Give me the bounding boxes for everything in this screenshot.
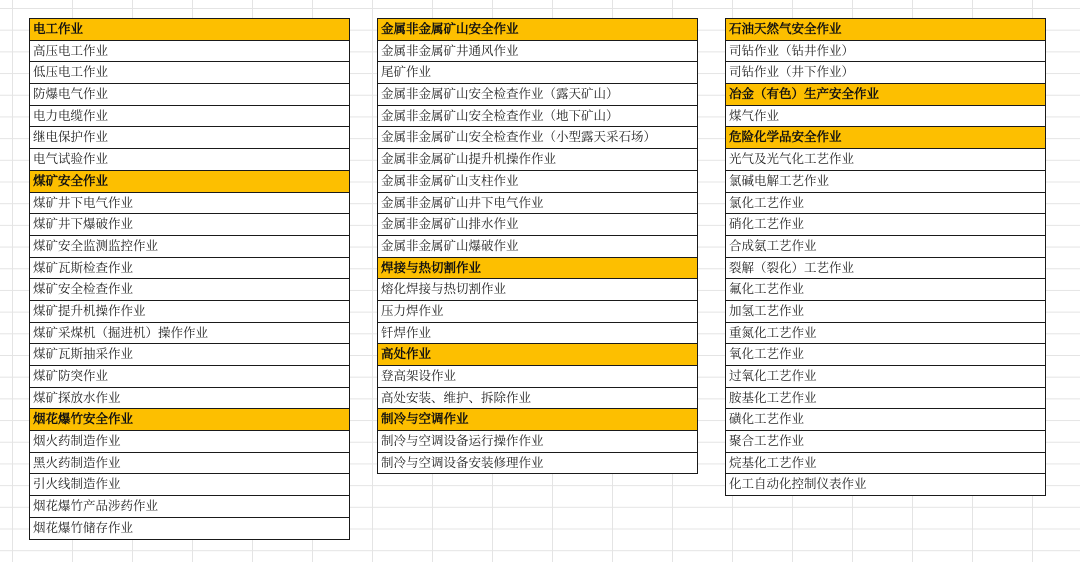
item-cell[interactable]: 烷基化工艺作业 xyxy=(726,453,1045,475)
category-table-right xyxy=(725,18,1046,496)
item-cell[interactable]: 煤气作业 xyxy=(726,106,1045,128)
item-cell[interactable]: 氟化工艺作业 xyxy=(726,279,1045,301)
item-cell[interactable]: 金属非金属矿山安全检查作业（地下矿山） xyxy=(378,106,697,128)
item-cell[interactable]: 防爆电气作业 xyxy=(30,84,349,106)
item-cell[interactable]: 制冷与空调设备运行操作作业 xyxy=(378,431,697,453)
item-cell[interactable]: 高压电工作业 xyxy=(30,41,349,63)
item-cell[interactable]: 煤矿采煤机（掘进机）操作作业 xyxy=(30,323,349,345)
category-header-cell[interactable]: 制冷与空调作业 xyxy=(378,409,697,431)
item-cell[interactable]: 金属非金属矿山提升机操作作业 xyxy=(378,149,697,171)
category-header-cell[interactable]: 高处作业 xyxy=(378,344,697,366)
category-table-middle xyxy=(377,18,698,474)
item-cell[interactable]: 引火线制造作业 xyxy=(30,474,349,496)
item-cell[interactable]: 烟花爆竹储存作业 xyxy=(33,519,134,535)
category-header-cell[interactable]: 危险化学品安全作业 xyxy=(726,127,1045,149)
item-cell[interactable]: 司钻作业（钻井作业） xyxy=(726,41,1045,63)
item-cell[interactable]: 金属非金属矿山爆破作业 xyxy=(378,236,697,258)
item-cell[interactable]: 煤矿防突作业 xyxy=(30,366,349,388)
category-header-cell[interactable]: 煤矿安全作业 xyxy=(30,171,349,193)
item-cell[interactable]: 煤矿安全监测监控作业 xyxy=(30,236,349,258)
item-cell[interactable]: 煤矿瓦斯抽采作业 xyxy=(30,344,349,366)
item-cell[interactable]: 司钻作业（井下作业） xyxy=(726,62,1045,84)
item-cell[interactable]: 金属非金属矿山安全检查作业（小型露天采石场） xyxy=(378,127,697,149)
item-cell[interactable]: 继电保护作业 xyxy=(30,127,349,149)
item-cell[interactable]: 化工自动化控制仪表作业 xyxy=(729,476,867,492)
item-cell[interactable]: 重氮化工艺作业 xyxy=(726,323,1045,345)
item-cell[interactable]: 煤矿瓦斯检查作业 xyxy=(30,258,349,280)
item-cell[interactable]: 煤矿提升机操作作业 xyxy=(30,301,349,323)
category-header-cell[interactable]: 焊接与热切割作业 xyxy=(378,258,697,280)
item-cell[interactable]: 胺基化工艺作业 xyxy=(726,388,1045,410)
item-cell[interactable]: 加氢工艺作业 xyxy=(726,301,1045,323)
item-cell[interactable]: 低压电工作业 xyxy=(30,62,349,84)
item-cell[interactable]: 制冷与空调设备安装修理作业 xyxy=(381,454,544,470)
item-cell[interactable]: 烟火药制造作业 xyxy=(30,431,349,453)
item-cell[interactable]: 氯化工艺作业 xyxy=(726,193,1045,215)
item-cell[interactable]: 裂解（裂化）工艺作业 xyxy=(726,258,1045,280)
category-table-left xyxy=(29,18,350,540)
category-header-cell[interactable]: 冶金（有色）生产安全作业 xyxy=(726,84,1045,106)
item-cell[interactable]: 高处安装、维护、拆除作业 xyxy=(378,388,697,410)
item-cell[interactable]: 电气试验作业 xyxy=(30,149,349,171)
item-cell[interactable]: 金属非金属矿山支柱作业 xyxy=(378,171,697,193)
item-cell[interactable]: 黑火药制造作业 xyxy=(30,453,349,475)
item-cell[interactable]: 氧化工艺作业 xyxy=(726,344,1045,366)
item-cell[interactable]: 聚合工艺作业 xyxy=(726,431,1045,453)
item-cell[interactable]: 金属非金属矿井通风作业 xyxy=(378,41,697,63)
item-cell[interactable]: 登高架设作业 xyxy=(378,366,697,388)
category-header-cell[interactable]: 烟花爆竹安全作业 xyxy=(30,409,349,431)
item-cell[interactable]: 合成氨工艺作业 xyxy=(726,236,1045,258)
item-cell[interactable]: 硝化工艺作业 xyxy=(726,214,1045,236)
item-cell[interactable]: 尾矿作业 xyxy=(378,62,697,84)
item-cell[interactable]: 过氧化工艺作业 xyxy=(726,366,1045,388)
item-cell[interactable]: 电力电缆作业 xyxy=(30,106,349,128)
item-cell[interactable]: 磺化工艺作业 xyxy=(726,409,1045,431)
item-cell[interactable]: 金属非金属矿山安全检查作业（露天矿山） xyxy=(378,84,697,106)
item-cell[interactable]: 金属非金属矿山排水作业 xyxy=(378,214,697,236)
item-cell[interactable]: 煤矿井下爆破作业 xyxy=(30,214,349,236)
item-cell[interactable]: 煤矿探放水作业 xyxy=(30,388,349,410)
item-cell[interactable]: 烟花爆竹产品涉药作业 xyxy=(30,496,349,518)
item-cell[interactable]: 钎焊作业 xyxy=(378,323,697,345)
item-cell[interactable]: 光气及光气化工艺作业 xyxy=(726,149,1045,171)
item-cell[interactable]: 金属非金属矿山井下电气作业 xyxy=(378,193,697,215)
category-header-cell[interactable]: 石油天然气安全作业 xyxy=(726,19,1045,41)
item-cell[interactable]: 压力焊作业 xyxy=(378,301,697,323)
item-cell[interactable]: 熔化焊接与热切割作业 xyxy=(378,279,697,301)
item-cell[interactable]: 煤矿安全检查作业 xyxy=(30,279,349,301)
item-cell[interactable]: 煤矿井下电气作业 xyxy=(30,193,349,215)
category-header-cell[interactable]: 金属非金属矿山安全作业 xyxy=(378,19,697,41)
item-cell[interactable]: 氯碱电解工艺作业 xyxy=(726,171,1045,193)
category-header-cell[interactable]: 电工作业 xyxy=(30,19,349,41)
